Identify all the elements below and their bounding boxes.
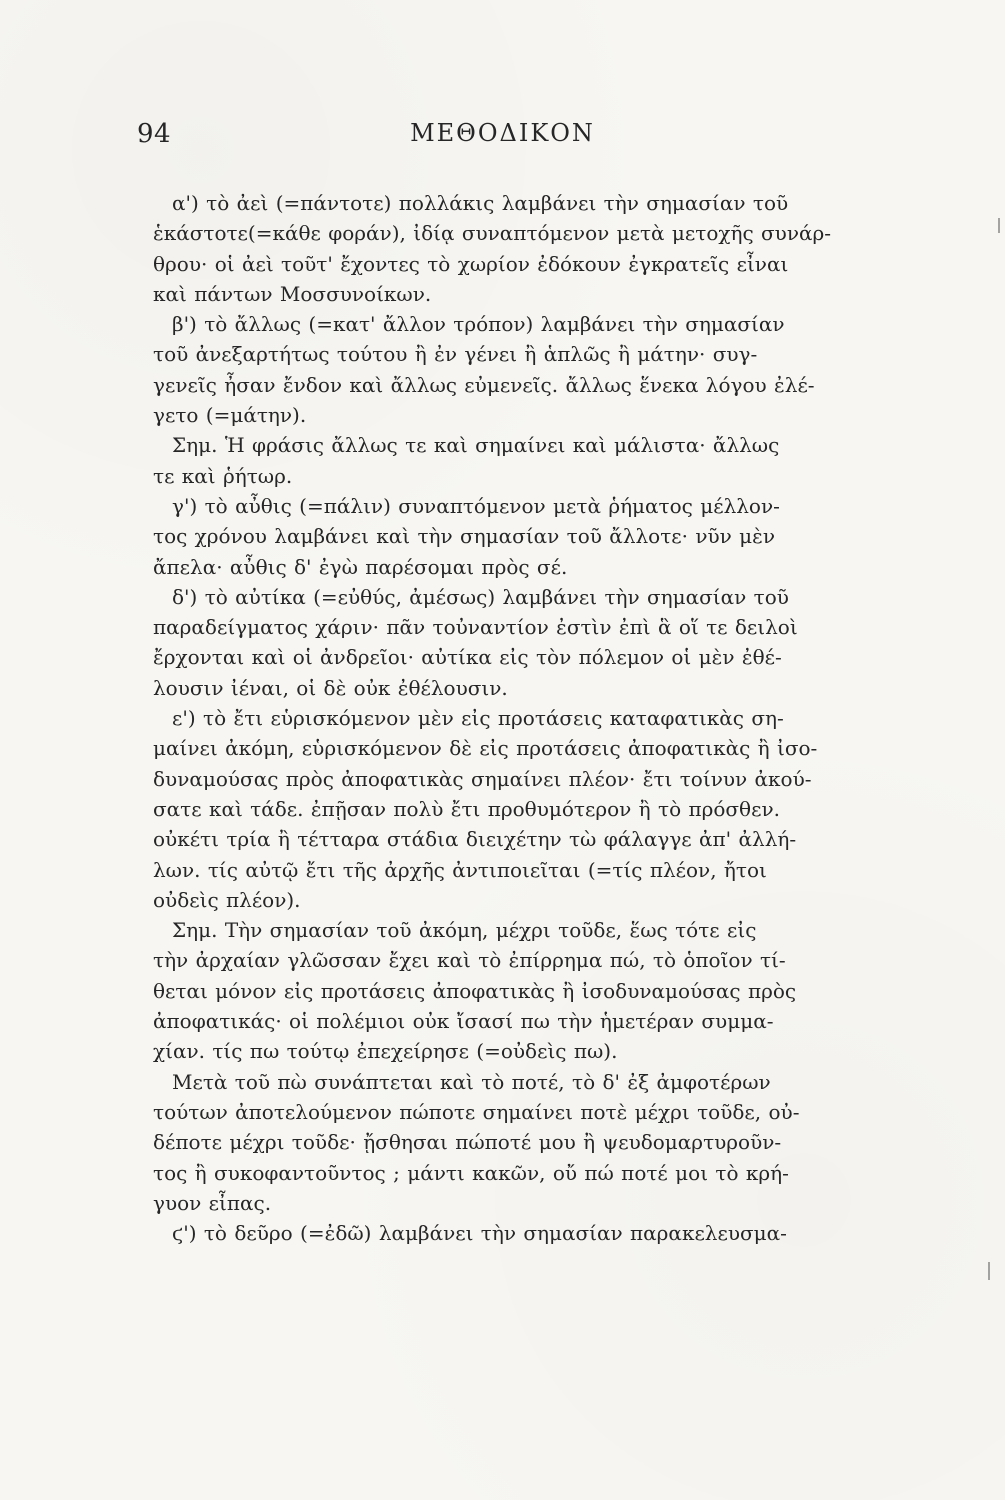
text-line: δυναμούσας πρὸς ἀποφατικὰς σημαίνει πλέον· ἔτι τοίνυν ἀκού-: [153, 766, 812, 791]
text-line: λουσιν ἰέναι, οἱ δὲ οὐκ ἐθέλουσιν.: [153, 675, 508, 700]
text-line: τοῦ ἀνεξαρτήτως τούτου ἢ ἐν γένει ἢ ἁπλῶς ἢ μάτην· συγ-: [153, 342, 758, 367]
text-line: δ') τὸ αὐτίκα (=εὐθύς, ἀμέσως) λαμβάνει τὴν σημασίαν τοῦ: [172, 584, 789, 609]
text-line: δέποτε μέχρι τοῦδε· ᾔσθησαι πώποτέ μου ἢ ψευδομαρτυροῦν-: [153, 1130, 782, 1155]
text-line: β') τὸ ἄλλως (=κατ' ἄλλον τρόπον) λαμβάνει τὴν σημασίαν: [172, 312, 785, 337]
main-text: [153, 188, 893, 1248]
running-title: ΜΕΘΟΔΙΚΟΝ: [410, 119, 595, 147]
text-line: χίαν. τίς πω τούτῳ ἐπεχείρησε (=οὐδεὶς πω).: [153, 1039, 618, 1064]
text-line: τε καὶ ῥήτωρ.: [153, 463, 293, 488]
text-line: γενεῖς ἦσαν ἔνδον καὶ ἄλλως εὐμενεῖς. ἄλλως ἕνεκα λόγου ἐλέ-: [153, 372, 815, 397]
text-line: Μετὰ τοῦ πὼ συνάπτεται καὶ τὸ ποτέ, τὸ δ' ἐξ ἀμφοτέρων: [172, 1069, 771, 1094]
text-line: παραδείγματος χάριν· πᾶν τοὐναντίον ἐστὶν ἐπὶ ἃ οἵ τε δειλοὶ: [153, 615, 798, 640]
page-header: [0, 113, 1005, 153]
page-number: 94: [137, 119, 172, 149]
text-line: καὶ πάντων Μοσσυνοίκων.: [153, 281, 432, 306]
text-line: γυον εἶπας.: [153, 1190, 272, 1215]
text-line: θεται μόνον εἰς προτάσεις ἀποφατικὰς ἢ ἰσοδυναμούσας πρὸς: [153, 978, 797, 1003]
text-line: ἔρχονται καὶ οἱ ἀνδρεῖοι· αὐτίκα εἰς τὸν πόλεμον οἱ μὲν ἐθέ-: [153, 645, 782, 670]
right-margin-mark-top: [998, 218, 1000, 233]
text-line: θρου· οἱ ἀεὶ τοῦτ' ἔχοντες τὸ χωρίον ἐδόκουν ἐγκρατεῖς εἶναι: [153, 251, 789, 276]
text-line: ἄπελα· αὖθις δ' ἐγὼ παρέσομαι πρὸς σέ.: [153, 554, 568, 579]
text-line: τούτων ἀποτελούμενον πώποτε σημαίνει ποτὲ μέχρι τοῦδε, οὐ-: [153, 1099, 800, 1124]
text-line: τος χρόνου λαμβάνει καὶ τὴν σημασίαν τοῦ ἄλλοτε· νῦν μὲν: [153, 524, 776, 549]
text-line: α') τὸ ἀεὶ (=πάντοτε) πολλάκις λαμβάνει τὴν σημασίαν τοῦ: [172, 191, 789, 215]
text-line: Σημ. Ἡ φράσις ἄλλως τε καὶ σημαίνει καὶ μάλιστα· ἄλλως: [172, 433, 780, 458]
text-line: τος ἢ συκοφαντοῦντος ; μάντι κακῶν, οὔ πώ ποτέ μοι τὸ κρή-: [153, 1160, 789, 1185]
text-line: Σημ. Τὴν σημασίαν τοῦ ἀκόμη, μέχρι τοῦδε, ἕως τότε εἰς: [172, 918, 757, 943]
text-line: οὐκέτι τρία ἢ τέτταρα στάδια διειχέτην τὼ φάλαγγε ἀπ' ἀλλή-: [153, 827, 797, 852]
text-line: τὴν ἀρχαίαν γλῶσσαν ἔχει καὶ τὸ ἐπίρρημα πώ, τὸ ὁποῖον τί-: [153, 948, 786, 973]
text-line: ἀποφατικάς· οἱ πολέμιοι οὐκ ἴσασί πω τὴν ἡμετέραν συμμα-: [153, 1009, 774, 1034]
text-line: λων. τίς αὐτῷ ἔτι τῆς ἀρχῆς ἀντιποιεῖται (=τίς πλέον, ἤτοι: [153, 857, 767, 882]
text-line: μαίνει ἀκόμη, εὑρισκόμενον δὲ εἰς προτάσεις ἀποφατικὰς ἢ ἰσο-: [153, 736, 818, 761]
text-line: γ') τὸ αὖθις (=πάλιν) συναπτόμενον μετὰ ῥήματος μέλλον-: [172, 493, 780, 518]
right-margin-mark-bottom: [988, 1262, 990, 1280]
text-line: γετο (=μάτην).: [153, 403, 307, 428]
text-line: ϛ') τὸ δεῦρο (=ἐδῶ) λαμβάνει τὴν σημασίαν παρακελευσμα-: [172, 1221, 787, 1246]
text-line: ε') τὸ ἔτι εὑρισκόμενον μὲν εἰς προτάσεις καταφατικὰς ση-: [172, 706, 784, 731]
text-line: σατε καὶ τάδε. ἐπῇσαν πολὺ ἔτι προθυμότερον ἢ τὸ πρόσθεν.: [153, 796, 780, 821]
text-line: οὐδεὶς πλέον).: [153, 887, 301, 912]
text-line: ἑκάστοτε(=κάθε φοράν), ἰδίᾳ συναπτόμενον μετὰ μετοχῆς συνάρ-: [153, 221, 832, 246]
